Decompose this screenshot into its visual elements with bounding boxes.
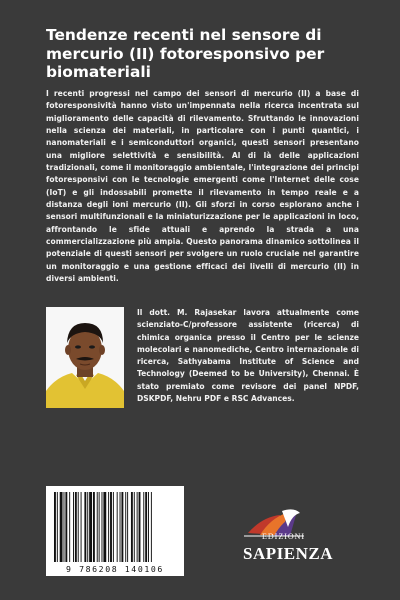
author-biography: Il dott. M. Rajasekar lavora attualmente come scienziato-C/professore assistente (ricerca) di chimica organica presso il Centro per le scienze molecolari e nanomediche, Centro internazionale di ricerca, Sathyabama Institute of Science and Technology (Deemed to be University), Chennai. È stato premiato come revisore dei panel NPDF, DSKPDF, Nehru PDF e RSC Advances. xyxy=(137,308,359,404)
author-photo xyxy=(46,307,124,408)
book-abstract: I recenti progressi nel campo dei sensori di mercurio (II) a base di fotoresponsività hanno visto un'impennata nella ricerca incentrata sul miglioramento delle capacità di rilevamento. Sfruttando le innovazioni nella scienza dei materiali, in particolare con i punti quantici, i nanomateriali e i semiconduttori organici, questi sensori presentano una migliore selettività e sensibilità. Al di là delle applicazioni tradizionali, come il monitoraggio ambientale, l'integrazione dei principi fotoresponsivi con le tecnologie emergenti come l'Internet delle cose (IoT) e gli indossabili promette il rilevamento in tempo reale e a distanza degli ioni mercurio (II). Gli sforzi in corso esplorano anche i sensori multifunzionali e la miniaturizzazione per le applicazioni in loco, affrontando le sfide attuali e aprendo la strada a una commercializzazione più ampia. Questo panorama dinamico sottolinea il potenziale di questi sensori per svolgere un ruolo cruciale nel garantire un monitoraggio e una gestione efficaci dei livelli di mercurio (II) in diversi ambienti. xyxy=(46,89,359,284)
book-title: Tendenze recenti nel sensore di mercurio (II) fotoresponsivo per biomateriali xyxy=(46,26,325,81)
isbn-number: 9 786208 140106 xyxy=(66,564,164,574)
publisher-name-line2: SAPIENZA xyxy=(243,544,333,563)
barcode-bars-icon xyxy=(46,490,184,568)
author-portrait-image xyxy=(46,307,124,408)
publisher-name-line1: EDIZIONI xyxy=(262,532,306,541)
isbn-barcode xyxy=(46,486,184,576)
